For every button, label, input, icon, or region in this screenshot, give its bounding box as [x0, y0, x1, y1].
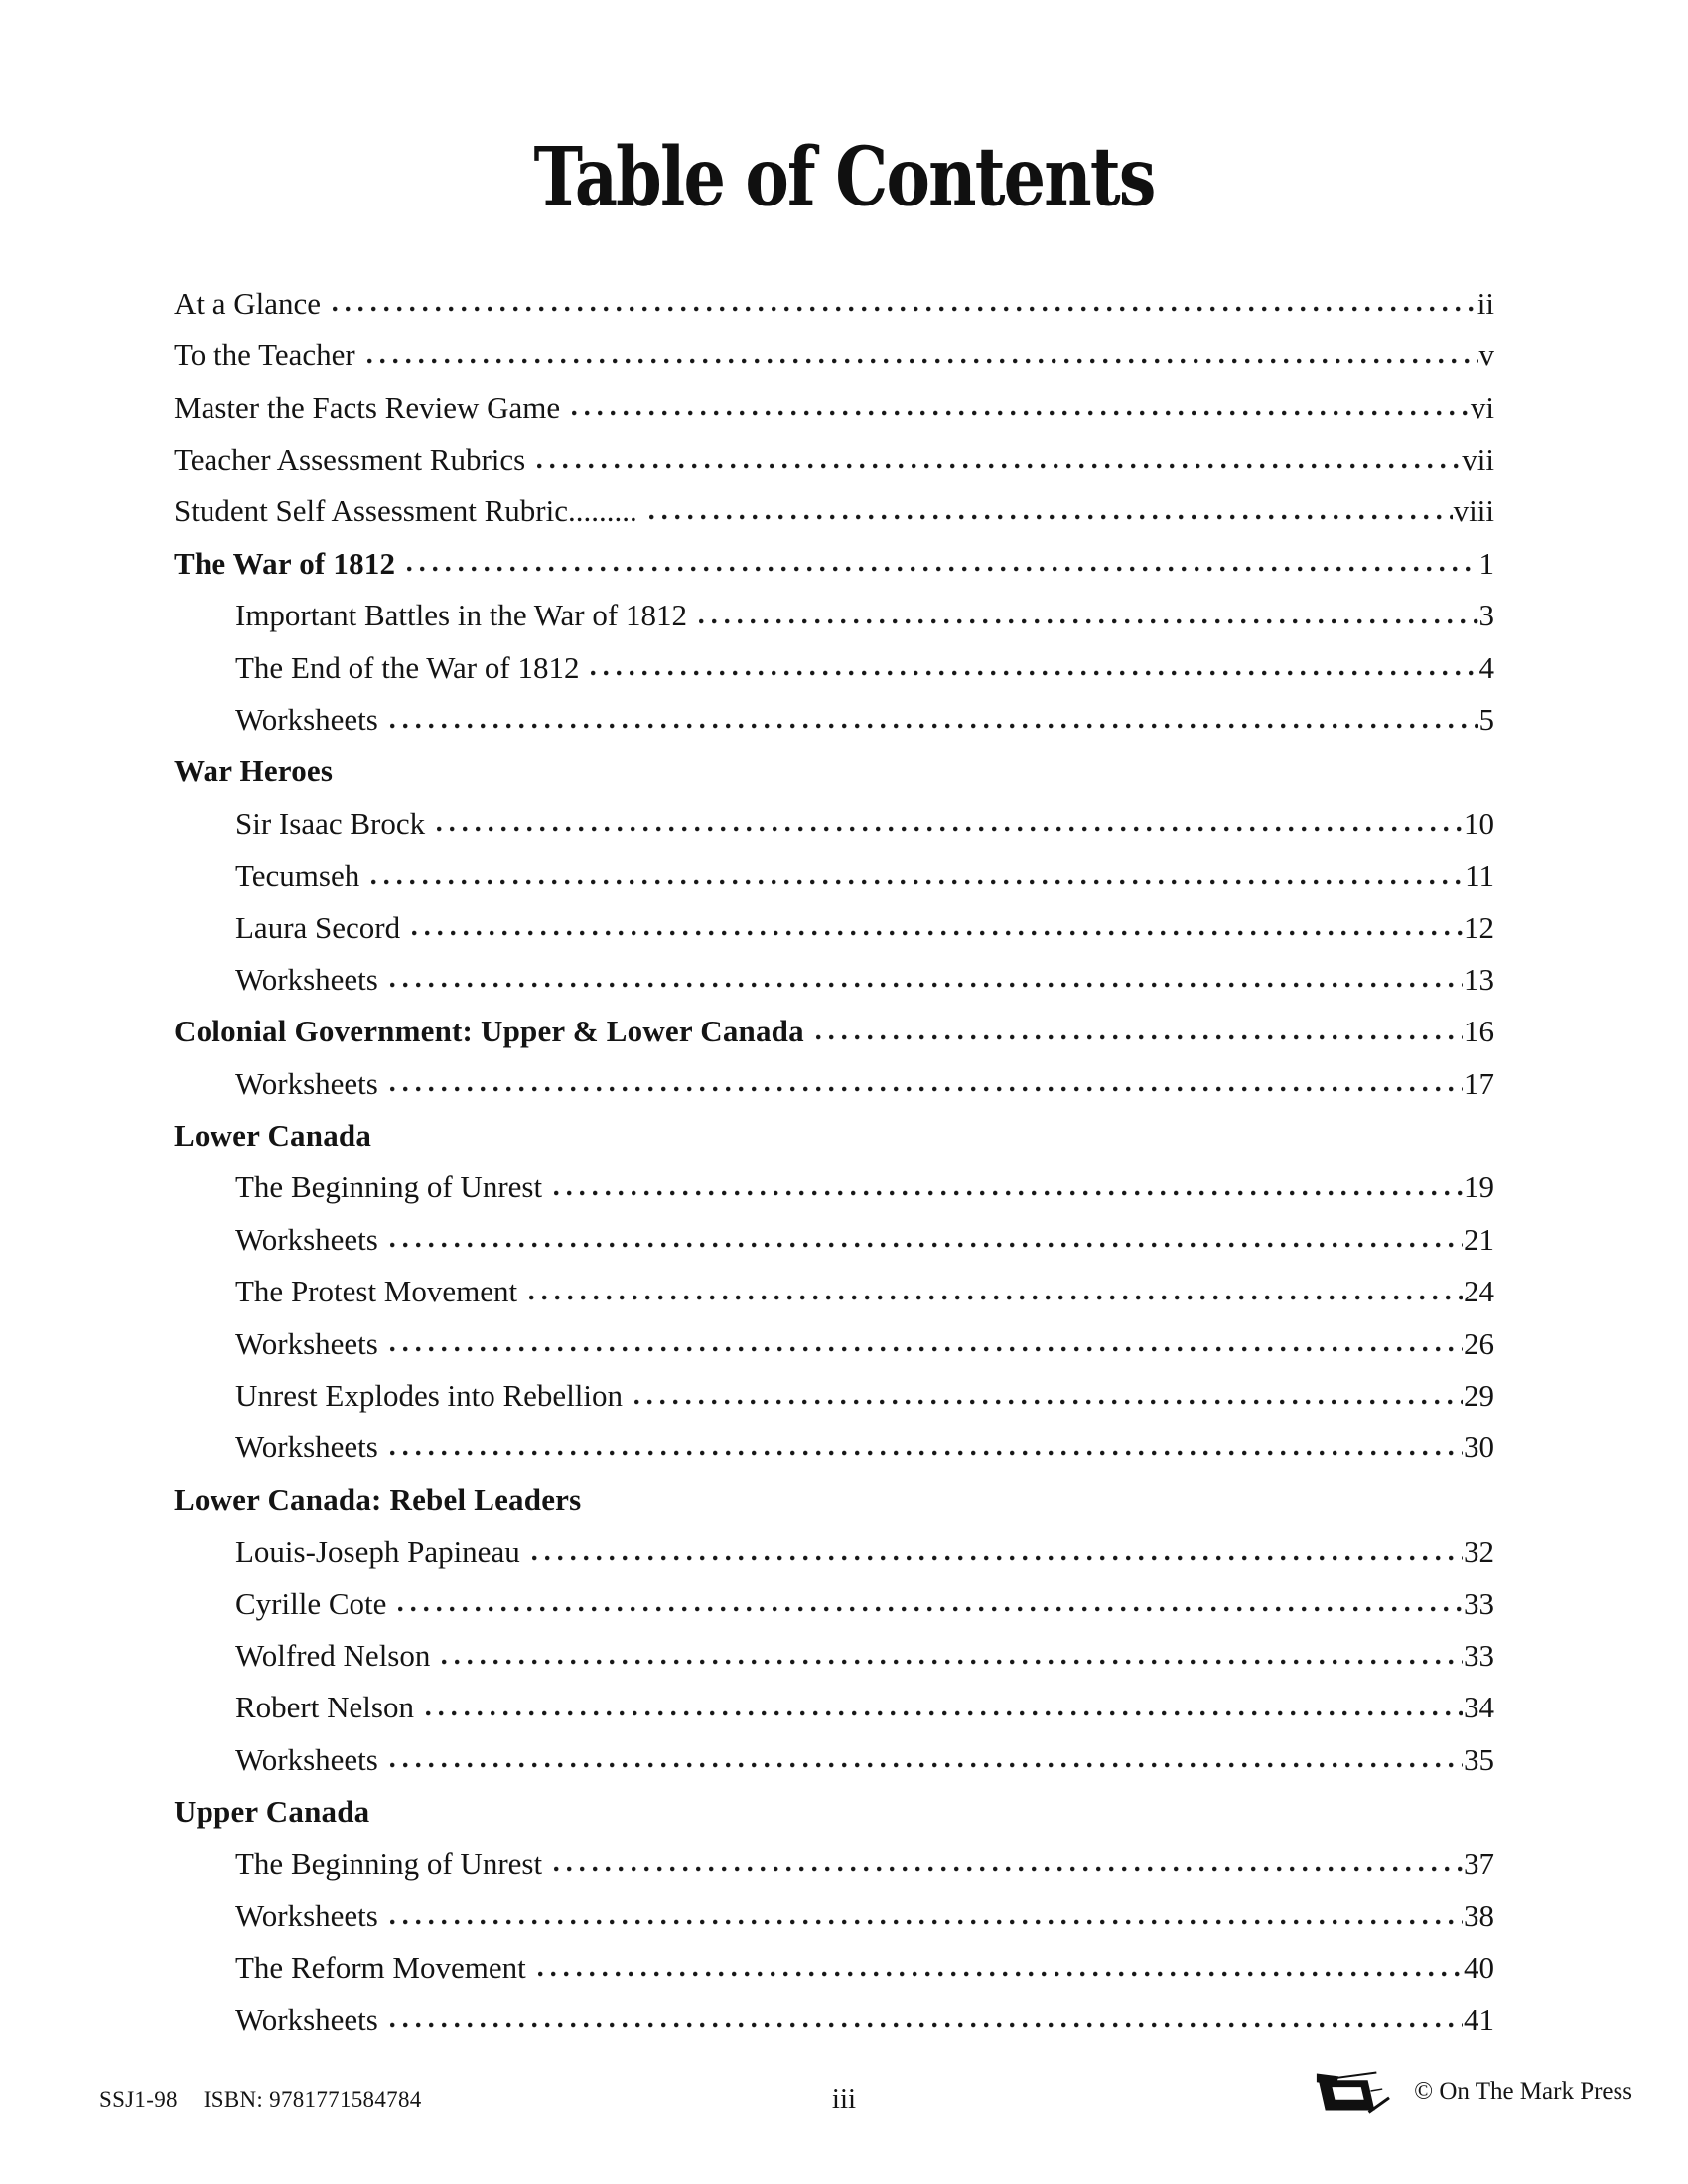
dot-leader — [390, 2022, 1463, 2029]
toc-entry-page: 1 — [1478, 545, 1494, 581]
toc-entry — [174, 1100, 1494, 1152]
dot-leader — [412, 930, 1463, 937]
toc-entry-page: 37 — [1464, 1845, 1494, 1881]
toc-entry — [174, 944, 1494, 996]
toc-entry — [174, 1829, 1494, 1880]
toc-entry-label: The Beginning of Unrest — [235, 1845, 543, 1881]
dot-leader — [554, 1866, 1463, 1873]
dot-leader — [407, 566, 1477, 573]
toc-entry-page: 4 — [1478, 649, 1494, 685]
dot-leader — [538, 1971, 1463, 1978]
toc-entry — [174, 1569, 1494, 1620]
toc-entry-label: Important Battles in the War of 1812 — [235, 598, 687, 633]
toc-entry — [174, 1256, 1494, 1307]
dot-leader — [398, 1606, 1463, 1613]
toc-list — [174, 268, 1494, 2036]
toc-entry-page: 38 — [1464, 1897, 1494, 1933]
toc-entry-label: Worksheets — [235, 1741, 378, 1777]
folio-page-number: iii — [831, 2083, 857, 2115]
page-title: Table of Contents — [533, 130, 1155, 225]
toc-entry-label: Tecumseh — [235, 858, 360, 893]
dot-leader — [816, 1034, 1463, 1041]
toc-entry — [174, 424, 1494, 476]
footer-right — [1313, 2067, 1632, 2116]
product-code: SSJ1-98 — [99, 2087, 178, 2112]
toc-entry — [174, 996, 1494, 1047]
dot-leader — [442, 1659, 1463, 1666]
toc-entry — [174, 372, 1494, 424]
dot-leader — [649, 514, 1453, 521]
toc-entry-page: 24 — [1464, 1274, 1494, 1309]
toc-entry-page: 29 — [1464, 1378, 1494, 1414]
toc-entry-label: Unrest Explodes into Rebellion — [235, 1378, 624, 1414]
toc-entry-label: At a Glance — [174, 285, 322, 321]
toc-entry-label: Worksheets — [235, 1221, 378, 1257]
toc-entry — [174, 1776, 1494, 1828]
toc-entry-label: Worksheets — [235, 1430, 378, 1465]
publisher-credit: © On The Mark Press — [1414, 2078, 1632, 2105]
toc-entry — [174, 1153, 1494, 1204]
toc-entry-label: The End of the War of 1812 — [235, 649, 580, 685]
toc-entry-label: Worksheets — [235, 701, 378, 737]
toc-entry-page: 11 — [1465, 858, 1494, 893]
toc-entry-label: Colonial Government: Upper & Lower Canada — [174, 1014, 804, 1049]
toc-entry-page: 16 — [1464, 1014, 1494, 1049]
toc-entry-page: 41 — [1464, 2001, 1494, 2037]
toc-entry — [174, 1724, 1494, 1776]
toc-entry — [174, 632, 1494, 684]
dot-leader — [333, 306, 1477, 313]
toc-entry-label: Lower Canada — [174, 1118, 372, 1154]
toc-entry-label: The War of 1812 — [174, 545, 396, 581]
toc-entry — [174, 840, 1494, 891]
toc-entry-label: Wolfred Nelson — [235, 1638, 431, 1673]
toc-entry — [174, 477, 1494, 528]
toc-entry — [174, 892, 1494, 944]
toc-entry — [174, 580, 1494, 631]
dot-leader — [634, 1399, 1463, 1406]
toc-entry — [174, 528, 1494, 580]
toc-entry-page: 32 — [1464, 1534, 1494, 1570]
toc-entry — [174, 1308, 1494, 1360]
page-footer — [0, 2065, 1688, 2134]
dot-leader — [390, 1346, 1463, 1353]
isbn: ISBN: 9781771584784 — [203, 2087, 422, 2112]
dot-leader — [367, 358, 1478, 365]
dot-leader — [426, 1710, 1463, 1717]
toc-entry — [174, 1360, 1494, 1412]
toc-entry-label: The Protest Movement — [235, 1274, 518, 1309]
toc-entry-page: 26 — [1464, 1325, 1494, 1361]
dot-leader — [390, 1086, 1463, 1093]
toc-entry — [174, 1204, 1494, 1256]
toc-entry-page: ii — [1477, 285, 1494, 321]
dot-leader — [554, 1190, 1463, 1197]
toc-entry-label: Cyrille Cote — [235, 1585, 387, 1621]
dot-leader — [532, 1555, 1463, 1562]
toc-entry-page: 30 — [1464, 1430, 1494, 1465]
toc-entry-label: Robert Nelson — [235, 1690, 414, 1725]
dot-leader — [390, 1919, 1463, 1926]
dot-leader — [390, 1450, 1463, 1457]
toc-entry — [174, 1413, 1494, 1464]
toc-entry-page: 33 — [1464, 1638, 1494, 1673]
toc-entry-page: 33 — [1464, 1585, 1494, 1621]
toc-entry-page: 35 — [1464, 1741, 1494, 1777]
toc-entry-label: Louis-Joseph Papineau — [235, 1534, 520, 1570]
dot-leader — [390, 982, 1463, 989]
toc-entry — [174, 788, 1494, 840]
toc-entry-page: vii — [1462, 442, 1494, 478]
toc-entry-page: 3 — [1478, 598, 1494, 633]
toc-entry-label: Worksheets — [235, 1065, 378, 1101]
toc-entry-label: To the Teacher — [174, 338, 355, 373]
toc-entry-label: The Beginning of Unrest — [235, 1169, 543, 1205]
toc-entry-page: 17 — [1464, 1065, 1494, 1101]
toc-entry-page: 13 — [1464, 961, 1494, 997]
dot-leader — [529, 1295, 1463, 1301]
dot-leader — [390, 1242, 1463, 1249]
toc-entry — [174, 320, 1494, 371]
toc-entry — [174, 737, 1494, 788]
toc-entry-label: Worksheets — [235, 1325, 378, 1361]
dot-leader — [437, 826, 1463, 833]
toc-entry-page: 10 — [1464, 805, 1494, 841]
toc-entry-label: Sir Isaac Brock — [235, 805, 426, 841]
toc-entry — [174, 684, 1494, 736]
toc-entry-page: 34 — [1464, 1690, 1494, 1725]
toc-entry-label: Teacher Assessment Rubrics — [174, 442, 526, 478]
toc-entry — [174, 1048, 1494, 1100]
toc-entry-page: 21 — [1464, 1221, 1494, 1257]
dot-leader — [371, 879, 1464, 886]
toc-entry-page: viii — [1453, 493, 1494, 529]
dot-leader — [591, 670, 1477, 677]
toc-entry-label: Student Self Assessment Rubric......... — [174, 493, 637, 529]
dot-leader — [572, 410, 1470, 417]
toc-entry-label: Worksheets — [235, 2001, 378, 2037]
toc-entry — [174, 268, 1494, 320]
toc-entry-label: War Heroes — [174, 753, 334, 789]
dot-leader — [390, 723, 1478, 730]
toc-entry-page: v — [1478, 338, 1494, 373]
on-the-mark-press-logo-icon — [1313, 2067, 1390, 2116]
toc-entry-label: The Reform Movement — [235, 1950, 526, 1985]
toc-entry — [174, 1673, 1494, 1724]
toc-entry-label: Lower Canada: Rebel Leaders — [174, 1481, 582, 1517]
toc-entry-page: 19 — [1464, 1169, 1494, 1205]
toc-entry-page: 12 — [1464, 909, 1494, 945]
dot-leader — [390, 1762, 1463, 1769]
toc-entry-label: Worksheets — [235, 961, 378, 997]
toc-entry — [174, 1620, 1494, 1672]
toc-entry — [174, 1880, 1494, 1932]
toc-entry — [174, 1933, 1494, 1984]
toc-entry — [174, 1516, 1494, 1568]
dot-leader — [699, 618, 1478, 625]
toc-entry-label: Laura Secord — [235, 909, 401, 945]
toc-entry — [174, 1464, 1494, 1516]
toc-entry-label: Upper Canada — [174, 1794, 370, 1830]
toc-entry-page: 5 — [1478, 701, 1494, 737]
toc-entry-label: Master the Facts Review Game — [174, 389, 561, 425]
toc-entry-label: Worksheets — [235, 1897, 378, 1933]
toc-entry-page: vi — [1470, 389, 1494, 425]
dot-leader — [537, 463, 1461, 470]
toc-entry-page: 40 — [1464, 1950, 1494, 1985]
toc-entry — [174, 1984, 1494, 2036]
